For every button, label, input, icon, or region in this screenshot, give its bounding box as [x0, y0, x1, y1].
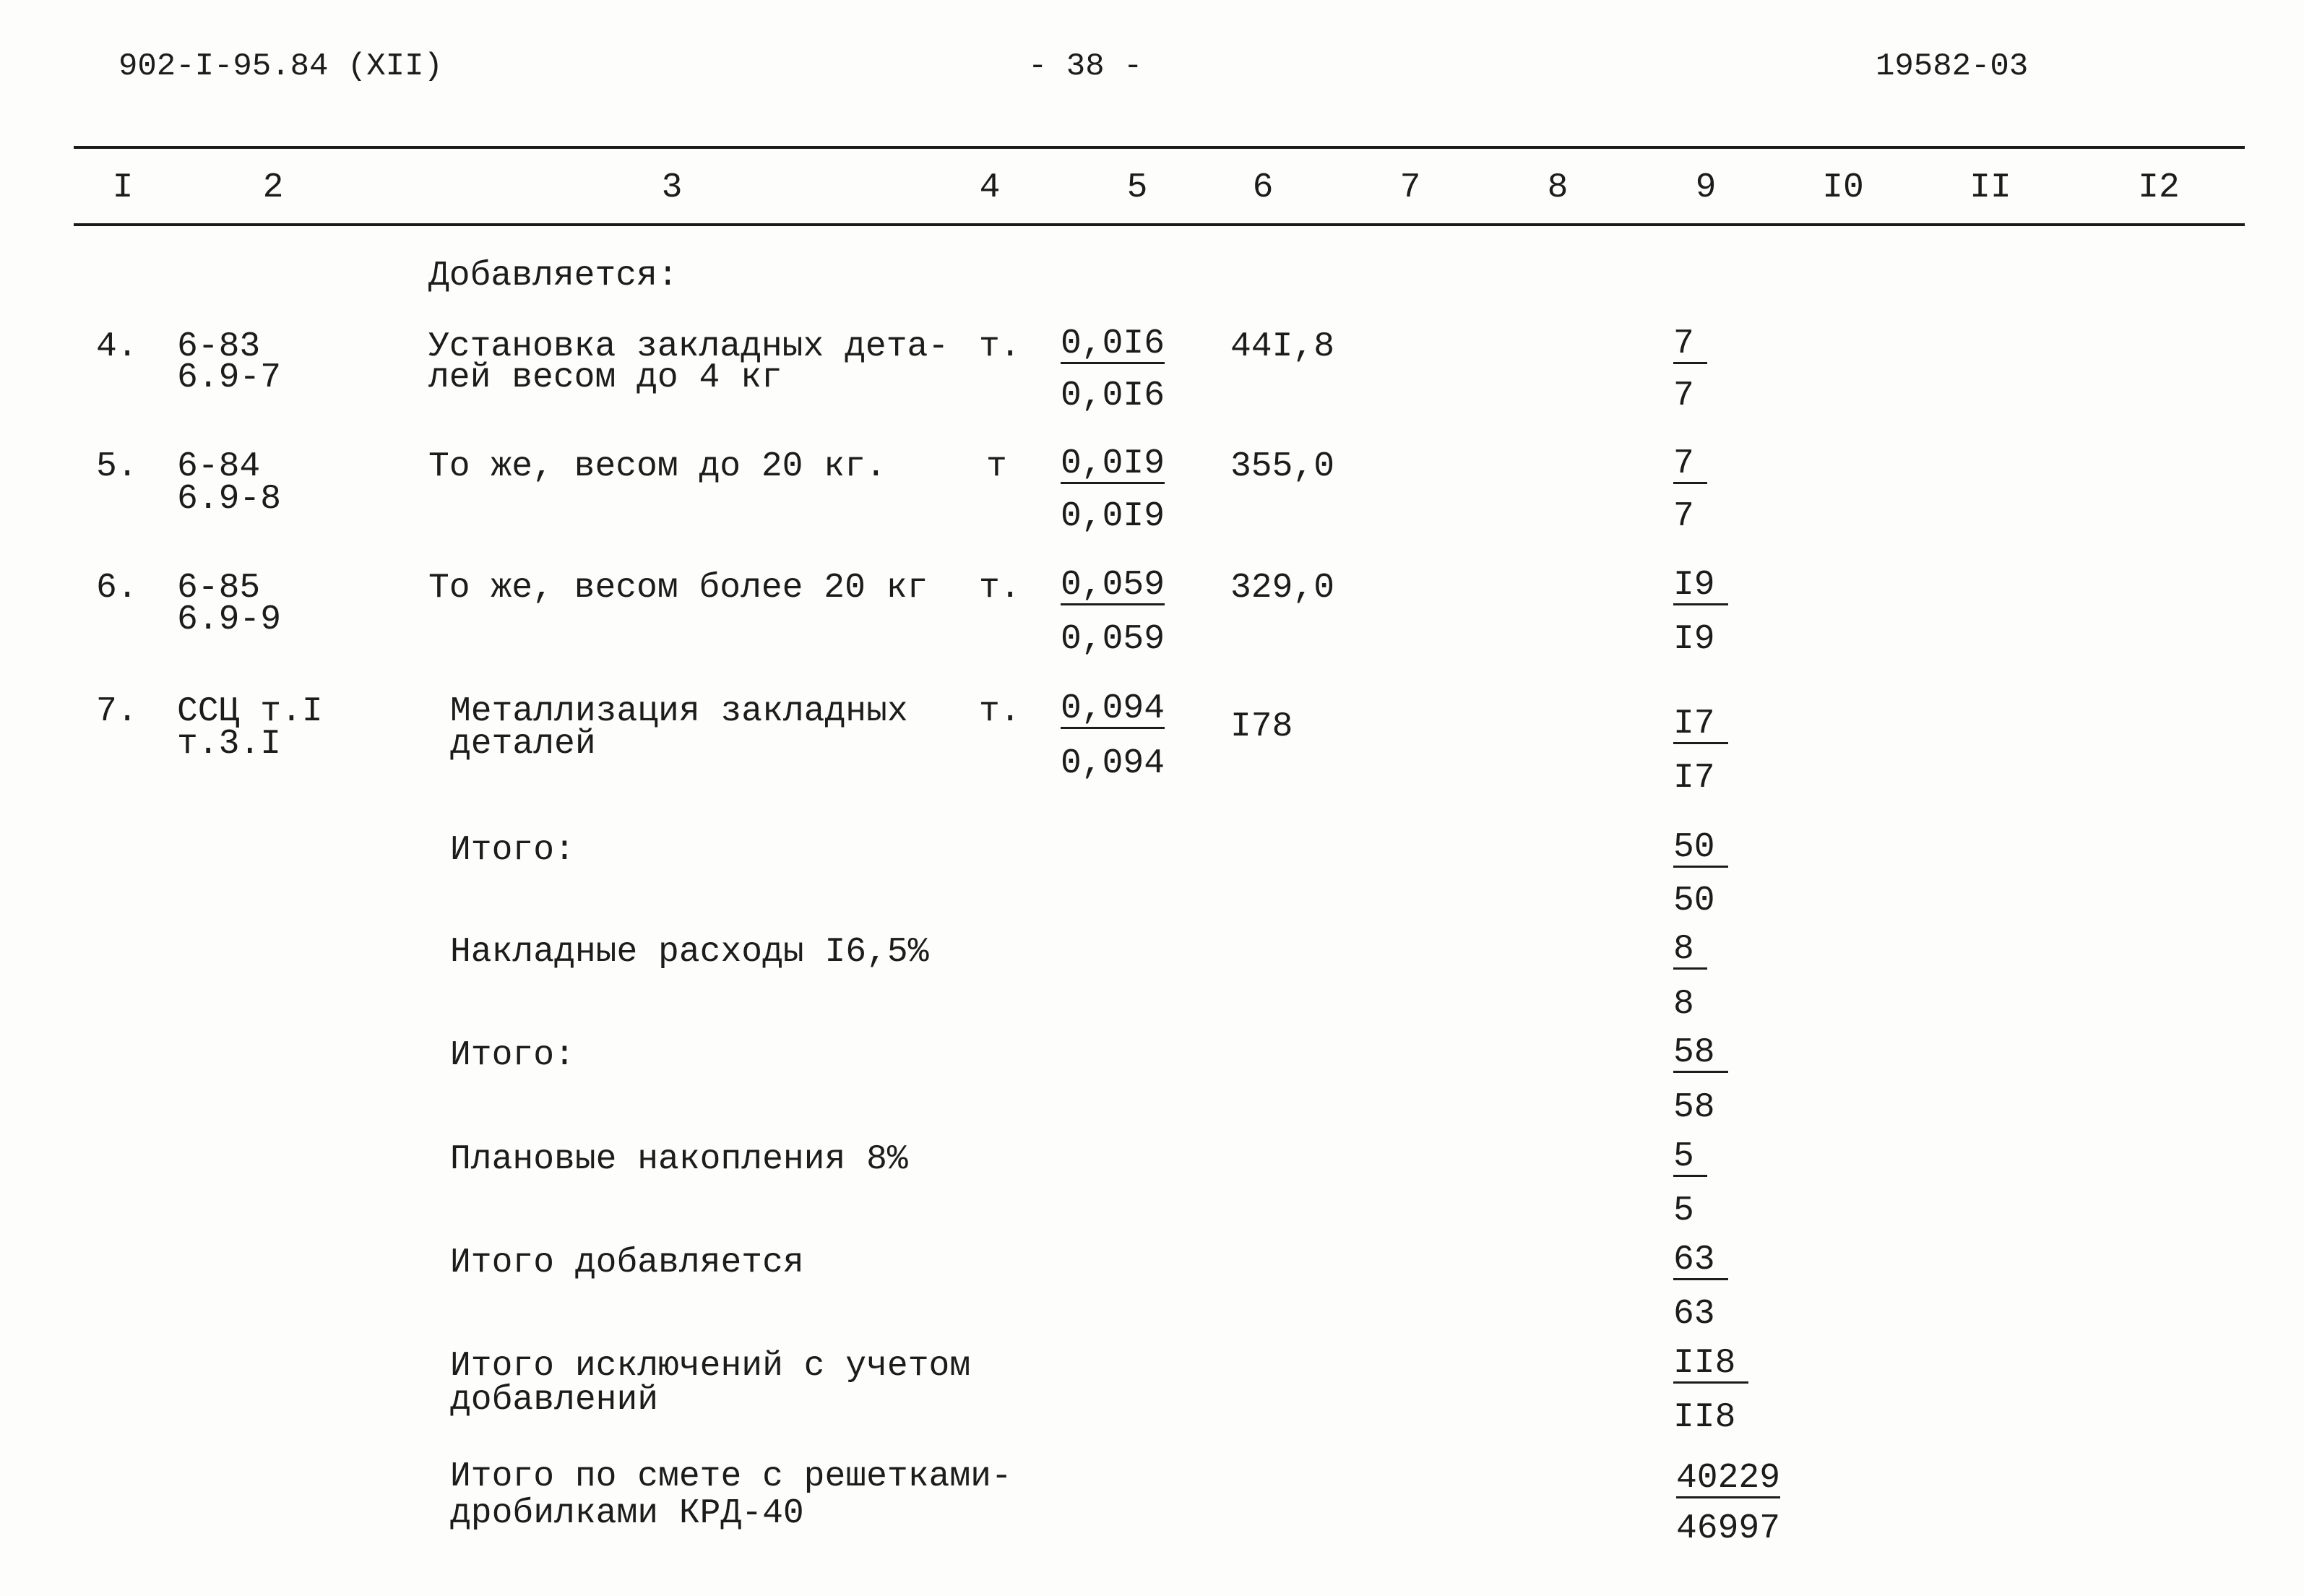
column-header-1: I [112, 168, 134, 207]
row-quantity-denominator: 0,0I6 [1061, 376, 1165, 415]
column-header-8: 8 [1547, 168, 1569, 207]
row-number: 6. [96, 569, 138, 608]
row-cost-denominator: 7 [1673, 376, 1694, 415]
total-denominator: 50 [1673, 881, 1715, 920]
row-unit-price: 44I,8 [1230, 327, 1335, 366]
total-exclusions-denominator: II8 [1673, 1398, 1736, 1437]
subtotal-denominator: 58 [1673, 1088, 1715, 1127]
column-header-4: 4 [979, 168, 1001, 207]
planned-savings-label: Плановые накопления 8% [450, 1140, 908, 1179]
row-quantity-numerator: 0,059 [1061, 566, 1165, 605]
row-code-secondary: т.3.I [177, 725, 282, 764]
table-header-rule [74, 223, 2245, 226]
total-exclusions-label-line2: добавлений [450, 1381, 659, 1420]
row-code-secondary: 6.9-9 [177, 600, 282, 639]
total-added-label: Итого добавляется [450, 1243, 804, 1282]
row-quantity-denominator: 0,0I9 [1061, 497, 1165, 536]
row-description-line1: То же, весом до 20 кг. [428, 447, 886, 486]
column-header-6: 6 [1252, 168, 1274, 207]
row-quantity-numerator: 0,094 [1061, 689, 1165, 728]
overhead-label: Накладные расходы I6,5% [450, 933, 929, 972]
row-code-secondary: 6.9-7 [177, 358, 282, 397]
row-unit: т [986, 447, 1007, 486]
column-header-2: 2 [262, 168, 284, 207]
total-exclusions-label-line1: Итого исключений с учетом [450, 1347, 971, 1386]
column-header-12: I2 [2138, 168, 2180, 207]
row-code-primary: 6-84 [177, 447, 261, 486]
row-number: 5. [96, 447, 138, 486]
column-header-10: I0 [1822, 168, 1864, 207]
row-description-line2: лей весом до 4 кг [428, 358, 782, 397]
page-number: - 38 - [1028, 48, 1143, 85]
row-code-primary: ССЦ т.I [177, 692, 323, 731]
table-top-rule [74, 146, 2245, 149]
total-numerator: 50 [1673, 829, 1728, 868]
column-header-5: 5 [1126, 168, 1148, 207]
row-code-secondary: 6.9-8 [177, 480, 282, 519]
section-title: Добавляется: [428, 256, 678, 296]
row-unit: т. [979, 569, 1021, 608]
overhead-denominator: 8 [1673, 985, 1694, 1024]
column-header-9: 9 [1695, 168, 1717, 207]
row-unit-price: 355,0 [1230, 447, 1335, 486]
column-header-3: 3 [661, 168, 683, 207]
row-quantity-numerator: 0,0I6 [1061, 324, 1165, 363]
row-quantity-numerator: 0,0I9 [1061, 444, 1165, 483]
subtotal-numerator: 58 [1673, 1035, 1728, 1073]
row-unit-price: I78 [1230, 707, 1293, 746]
row-description-line1: Металлизация закладных [450, 692, 908, 731]
column-header-11: II [1969, 168, 2011, 207]
planned-savings-denominator: 5 [1673, 1191, 1694, 1230]
row-cost-denominator: I9 [1673, 620, 1715, 659]
total-exclusions-numerator: II8 [1673, 1345, 1748, 1384]
column-header-7: 7 [1399, 168, 1421, 207]
estimate-total-numerator: 40229 [1676, 1459, 1781, 1498]
row-unit: т. [979, 327, 1021, 366]
row-number: 7. [96, 692, 138, 731]
row-unit-price: 329,0 [1230, 569, 1335, 608]
total-added-denominator: 63 [1673, 1295, 1715, 1334]
estimate-total-label-line1: Итого по смете с решетками- [450, 1457, 1012, 1496]
row-quantity-denominator: 0,059 [1061, 620, 1165, 659]
subtotal-label: Итого: [450, 1036, 575, 1075]
row-cost-numerator: 7 [1673, 326, 1707, 364]
row-cost-numerator: I9 [1673, 567, 1728, 605]
document-number: 19582-03 [1876, 48, 2029, 85]
estimate-total-denominator: 46997 [1676, 1509, 1781, 1548]
estimate-total-label-line2: дробилками КРД-40 [450, 1494, 804, 1533]
total-added-numerator: 63 [1673, 1242, 1728, 1280]
total-label: Итого: [450, 831, 575, 870]
row-code-primary: 6-85 [177, 569, 261, 608]
row-unit: т. [979, 692, 1021, 731]
row-number: 4. [96, 327, 138, 366]
row-description-line1: Установка закладных дета- [428, 327, 949, 366]
document-code: 902-I-95.84 (XII) [118, 48, 443, 85]
row-cost-numerator: I7 [1673, 706, 1728, 744]
row-cost-denominator: I7 [1673, 759, 1715, 798]
row-cost-denominator: 7 [1673, 497, 1694, 536]
row-description-line1: То же, весом более 20 кг [428, 569, 928, 608]
row-description-line2: деталей [450, 725, 596, 764]
row-cost-numerator: 7 [1673, 446, 1707, 484]
row-code-primary: 6-83 [177, 327, 261, 366]
row-quantity-denominator: 0,094 [1061, 744, 1165, 783]
planned-savings-numerator: 5 [1673, 1139, 1707, 1177]
overhead-numerator: 8 [1673, 931, 1707, 970]
